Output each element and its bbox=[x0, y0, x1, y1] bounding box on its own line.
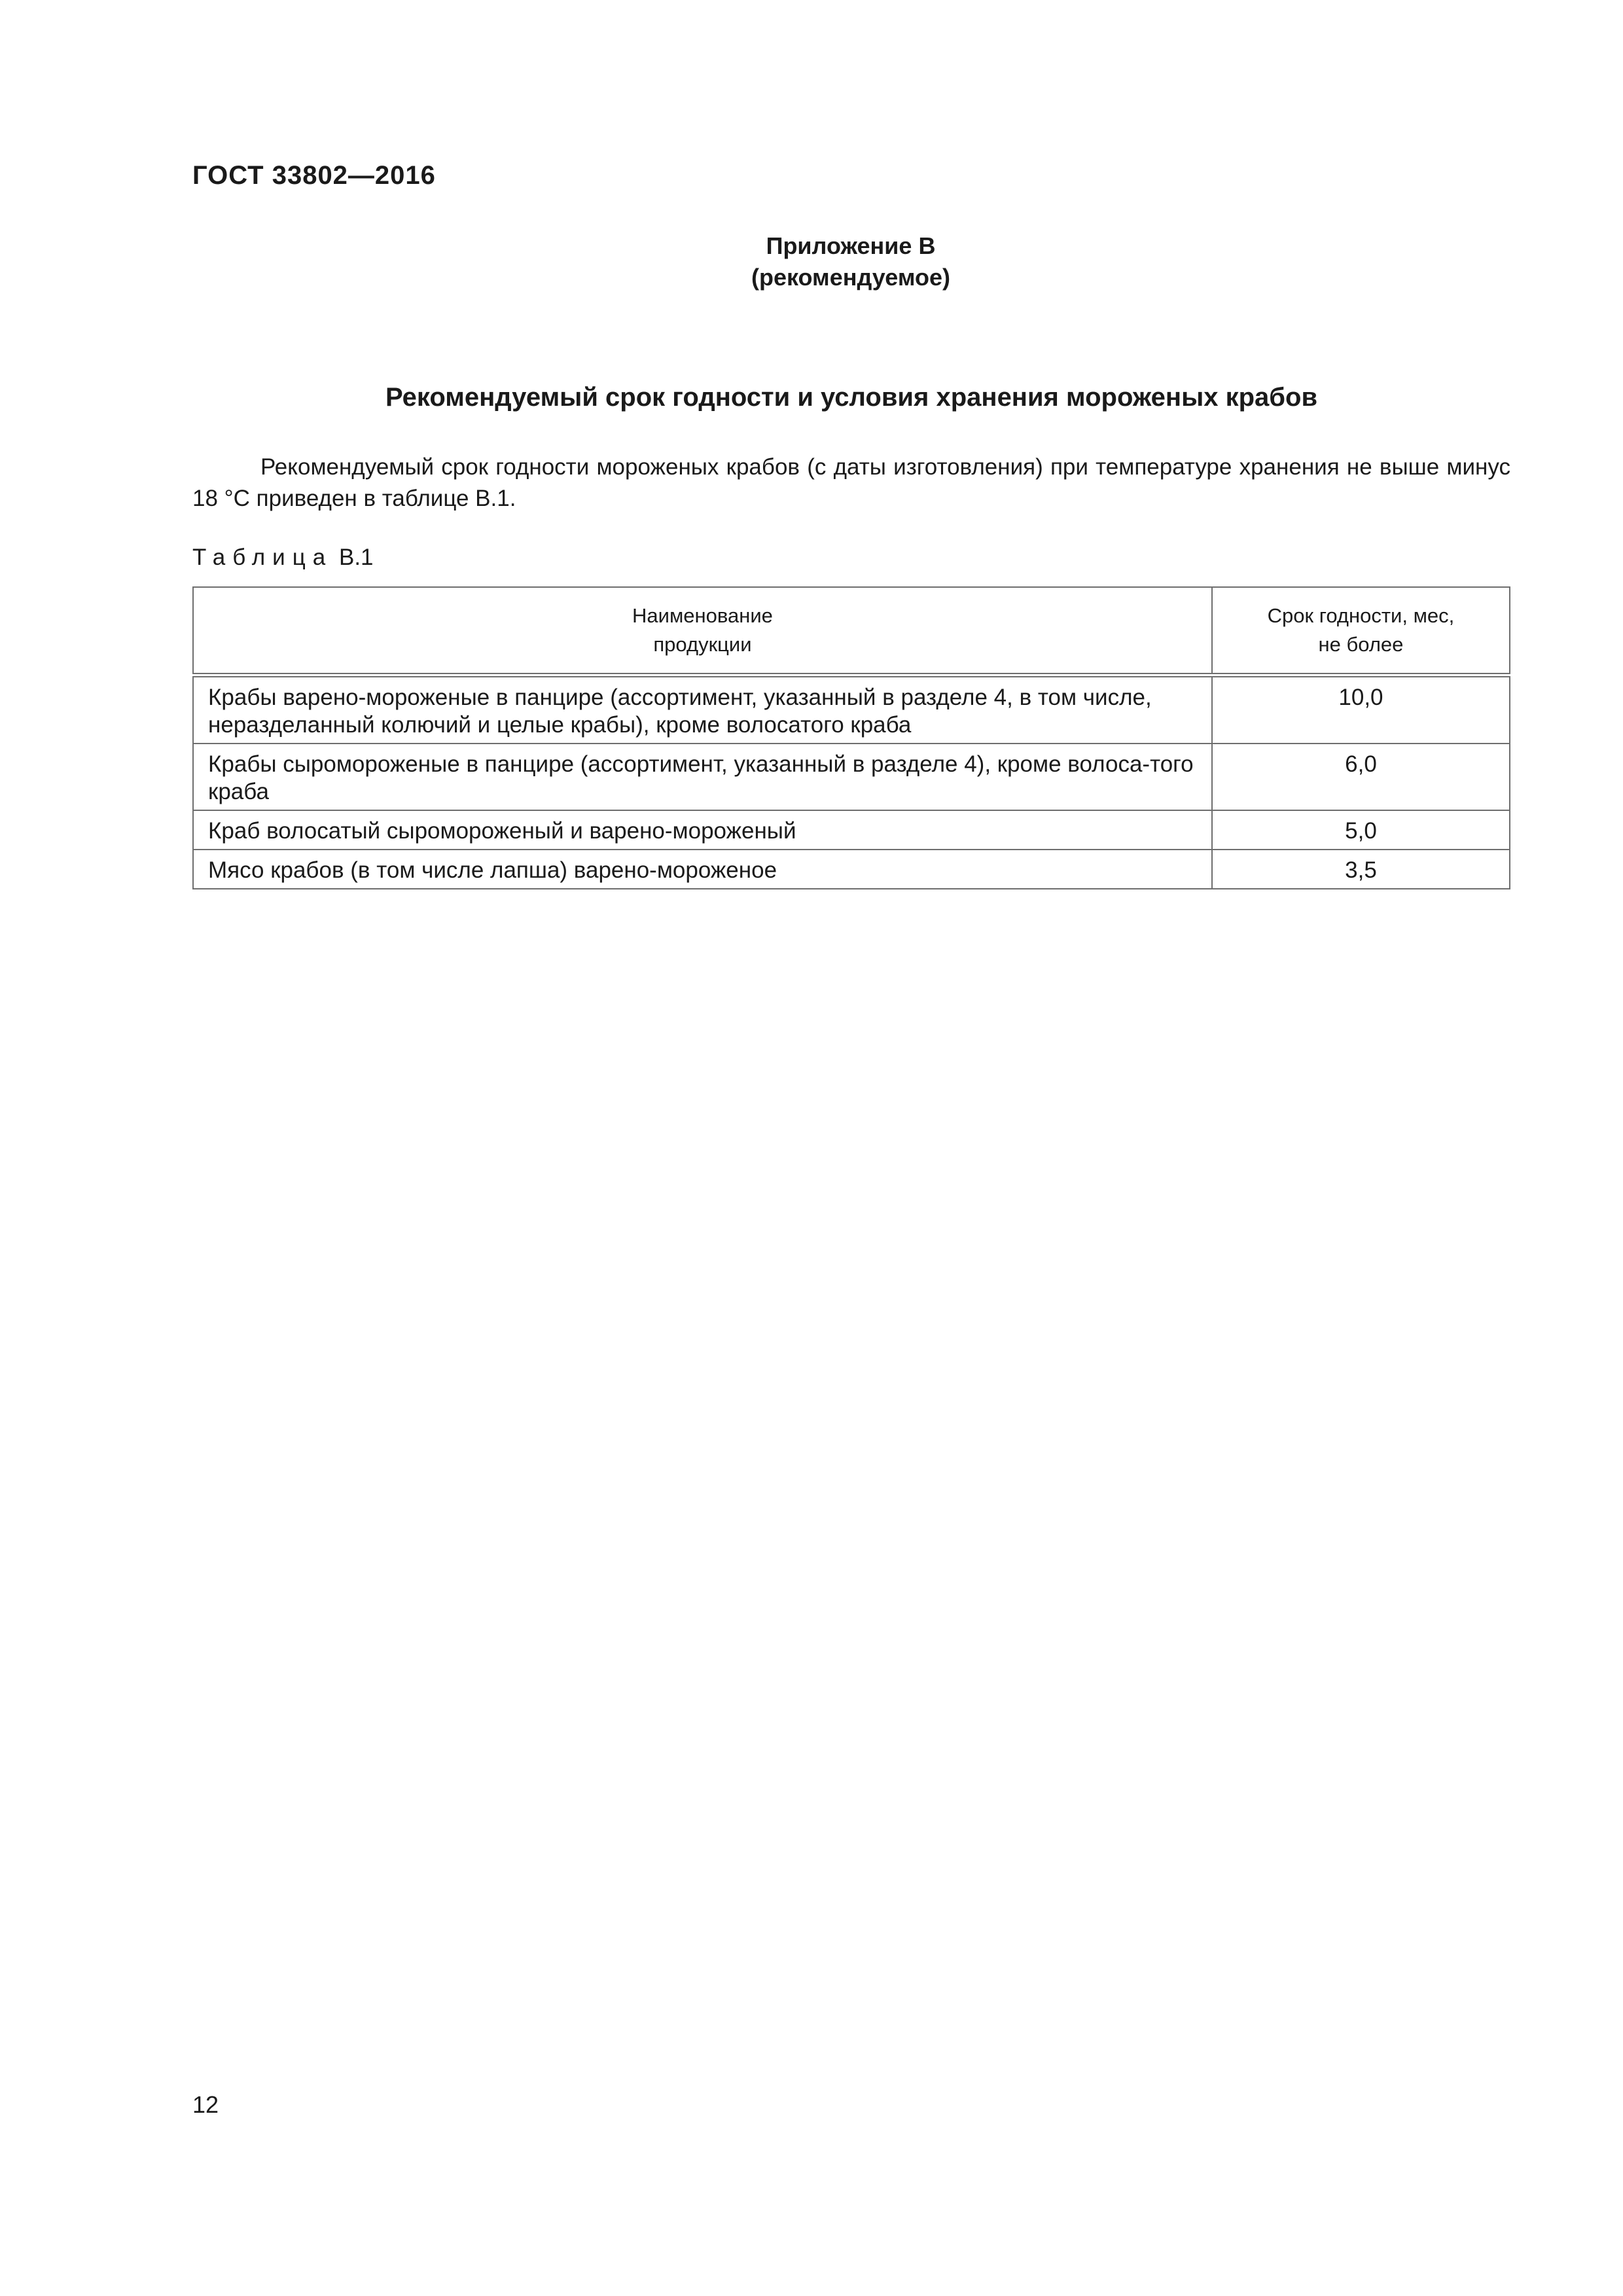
table-header-row bbox=[193, 587, 1510, 675]
table-row bbox=[193, 675, 1510, 744]
appendix-heading bbox=[0, 230, 1623, 293]
table-row bbox=[193, 810, 1510, 850]
header-product-name-line1: Наименование bbox=[632, 604, 773, 627]
shelf-life-table bbox=[192, 586, 1510, 889]
table-caption-label: Таблица bbox=[192, 545, 333, 570]
product-name-cell: Краб волосатый сыромороженый и варено-мороженый bbox=[193, 810, 1212, 850]
shelf-life-cell: 3,5 bbox=[1212, 850, 1510, 889]
shelf-life-cell: 6,0 bbox=[1212, 744, 1510, 810]
table-row bbox=[193, 744, 1510, 810]
shelf-life-cell: 5,0 bbox=[1212, 810, 1510, 850]
page-number: 12 bbox=[192, 2091, 219, 2118]
header-shelf-life-line2: не более bbox=[1318, 633, 1404, 656]
header-product-name bbox=[193, 587, 1212, 675]
product-name-cell: Мясо крабов (в том числе лапша) варено-мороженое bbox=[193, 850, 1212, 889]
header-product-name-line2: продукции bbox=[653, 633, 752, 656]
table-caption-number: В.1 bbox=[338, 545, 374, 570]
shelf-life-cell: 10,0 bbox=[1212, 675, 1510, 744]
section-title: Рекомендуемый срок годности и условия хранения мороженых крабов bbox=[385, 383, 1318, 412]
table-caption bbox=[192, 545, 374, 571]
appendix-type: (рекомендуемое) bbox=[751, 264, 950, 291]
intro-paragraph: Рекомендуемый срок годности мороженых крабов (с даты изготовления) при температуре хранения не выше минус 18 °С приведен в таблице В.1. bbox=[192, 454, 1510, 511]
header-shelf-life bbox=[1212, 587, 1510, 675]
product-name-cell: Крабы варено-мороженые в панцире (ассортимент, указанный в разделе 4, в том числе, неразделанный колючий и целые крабы), кроме волосатого краба bbox=[193, 675, 1212, 744]
header-shelf-life-line1: Срок годности, мес, bbox=[1267, 604, 1455, 627]
document-header: ГОСТ 33802—2016 bbox=[192, 161, 436, 190]
product-name-cell: Крабы сыромороженые в панцире (ассортимент, указанный в разделе 4), кроме волоса-того краба bbox=[193, 744, 1212, 810]
appendix-title: Приложение В bbox=[766, 232, 936, 259]
table-row bbox=[193, 850, 1510, 889]
